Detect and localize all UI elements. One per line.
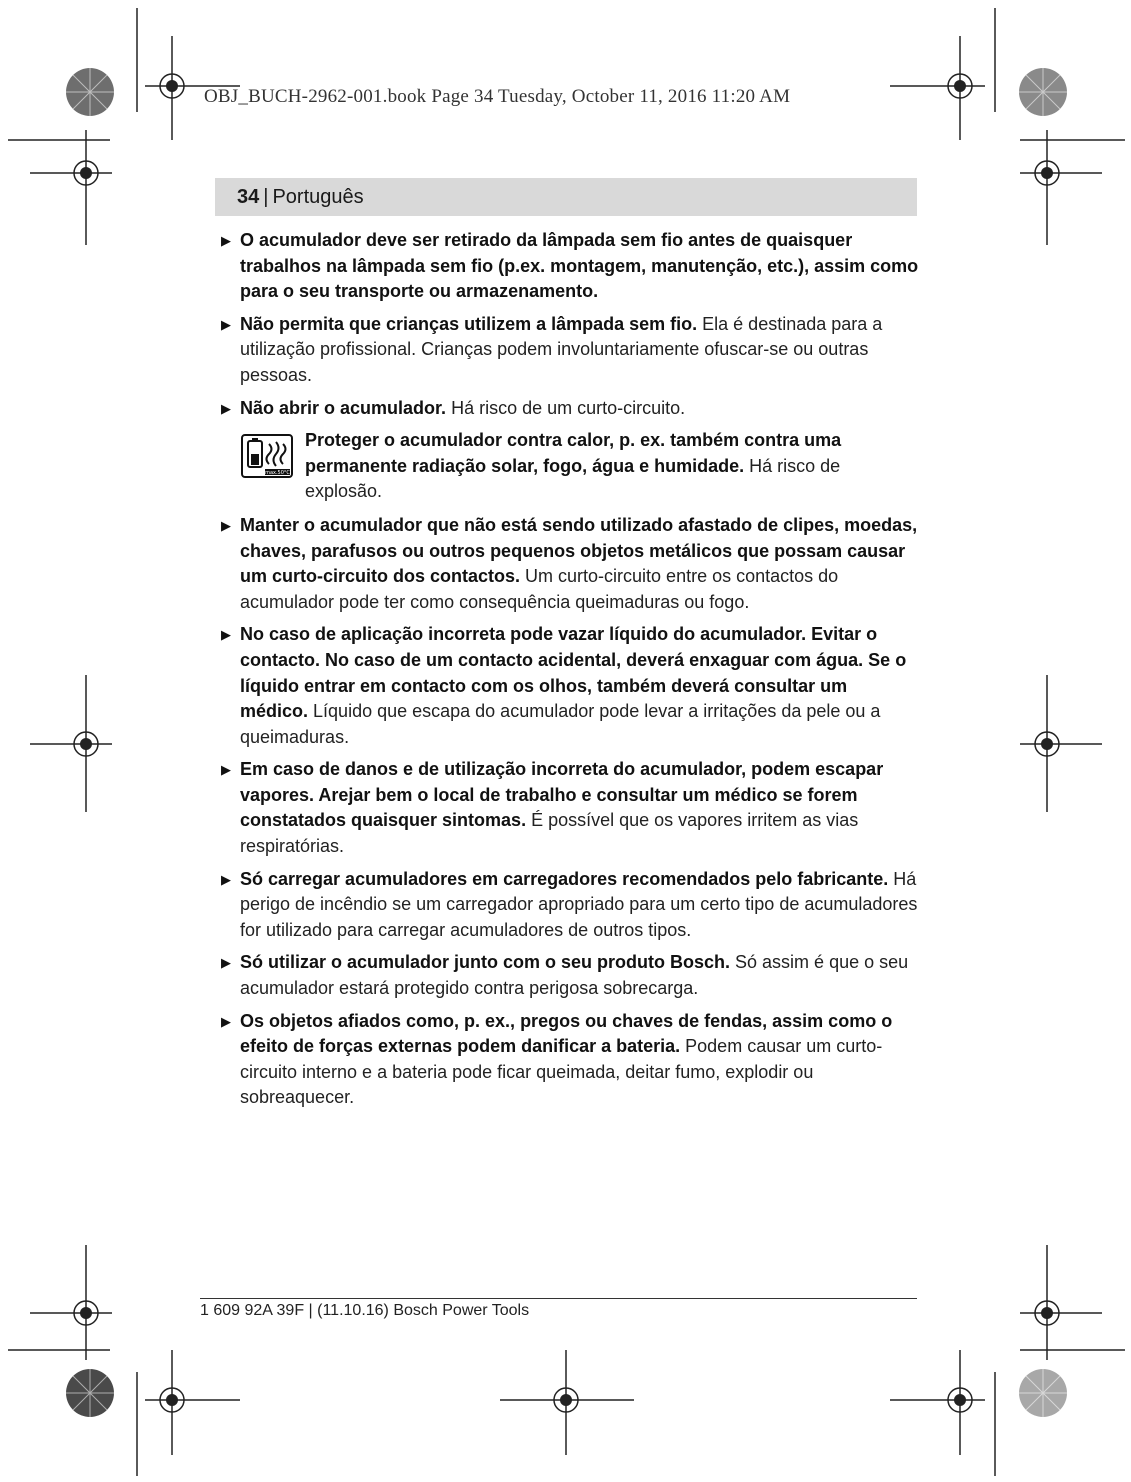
instruction-bold: Proteger o acumulador contra calor, p. ex. também contra uma permanente radiação solar, fogo, água e humidade. xyxy=(305,430,842,476)
page-header-separator: | xyxy=(263,185,269,208)
bullet-arrow-icon: ▶ xyxy=(221,1013,231,1029)
instruction-text: Há perigo de incêndio se um carregador apropriado para um certo tipo de acumuladores for utilizado para carregar acumuladores de outros tipos. xyxy=(240,868,918,940)
instruction-bold: Não permita que crianças utilizem a lâmpada sem fio. xyxy=(240,313,698,334)
instruction-bold: Os objetos afiados como, p. ex., pregos ou chaves de fendas, assim como o efeito de forças externas podem danificar a bateria. xyxy=(240,1010,893,1057)
instruction-text: É possível que os vapores irritem as vias respiratórias. xyxy=(240,810,859,857)
instruction-item-with-icon xyxy=(221,428,919,505)
print-job-header: OBJ_BUCH-2962-001.book Page 34 Tuesday, October 11, 2016 11:20 AM xyxy=(204,86,791,107)
instruction-text: Líquido que escapa do acumulador pode levar a irritações da pele ou a queimaduras. xyxy=(240,701,881,747)
battery-heat-warning-icon xyxy=(241,434,293,478)
instruction-item xyxy=(221,396,919,422)
safety-instructions xyxy=(221,228,919,1118)
bullet-arrow-icon: ▶ xyxy=(221,316,231,332)
instruction-text: Ela é destinada para a utilização profissional. Crianças podem involuntariamente ofuscar-se ou outras pessoas. xyxy=(240,313,883,385)
instruction-bold: Não abrir o acumulador. xyxy=(240,397,447,418)
footer-rule xyxy=(200,1298,917,1299)
bullet-arrow-icon: ▶ xyxy=(221,517,231,533)
instruction-bold: Só carregar acumuladores em carregadores recomendados pelo fabricante. xyxy=(240,868,889,889)
instruction-text: Um curto-circuito entre os contactos do acumulador pode ter como consequência queimaduras ou fogo. xyxy=(240,566,839,612)
instruction-bold: Só utilizar o acumulador junto com o seu produto Bosch. xyxy=(240,952,731,973)
instruction-item xyxy=(221,757,919,859)
page-header-band xyxy=(215,178,917,216)
instruction-text: Há risco de um curto-circuito. xyxy=(446,397,686,418)
icon-caption: max.50°C xyxy=(265,470,290,477)
instruction-item xyxy=(221,513,919,615)
bullet-arrow-icon: ▶ xyxy=(221,400,231,416)
instruction-text: Há risco de explosão. xyxy=(305,455,841,502)
page-footer: 1 609 92A 39F | (11.10.16) Bosch Power Tools xyxy=(200,1302,530,1319)
instruction-item xyxy=(221,312,919,389)
instruction-item xyxy=(221,867,919,944)
instruction-bold: O acumulador deve ser retirado da lâmpada sem fio antes de quaisquer trabalhos na lâmpada sem fio (p.ex. montagem, manutenção, etc.), assim como para o seu transporte ou armazenamento. xyxy=(240,230,919,302)
bullet-arrow-icon: ▶ xyxy=(221,233,231,248)
instruction-item xyxy=(221,950,919,1001)
page-language: Português xyxy=(272,185,364,208)
bullet-arrow-icon: ▶ xyxy=(221,627,231,643)
instruction-text: Só assim é que o seu acumulador estará protegido contra perigosa sobrecarga. xyxy=(240,952,909,999)
bullet-arrow-icon: ▶ xyxy=(221,871,231,887)
instruction-text: Podem causar um curto-circuito interno e a bateria pode ficar queimada, deitar fumo, explodir ou sobreaquecer. xyxy=(240,1036,883,1108)
instruction-bold: Manter o acumulador que não está sendo utilizado afastado de clipes, moedas, chaves, parafusos ou outros pequenos objetos metálicos que possam causar um curto-circuito dos contactos. xyxy=(240,514,918,587)
instruction-bold: No caso de aplicação incorreta pode vazar líquido do acumulador. Evitar o contacto. No caso de um contacto acidental, deverá enxaguar com água. Se o líquido entrar em contacto com os olhos, também deverá consultar um médico. xyxy=(240,624,907,722)
instruction-bold: Em caso de danos e de utilização incorreta do acumulador, podem escapar vapores. Arejar bem o local de trabalho e consultar um médico se forem constatados quaisquer sintomas. xyxy=(240,759,884,831)
bullet-arrow-icon: ▶ xyxy=(221,762,231,778)
instruction-item xyxy=(221,622,919,750)
bullet-arrow-icon: ▶ xyxy=(221,955,231,971)
instruction-item xyxy=(221,228,919,305)
page-number: 34 xyxy=(237,185,260,208)
instruction-item xyxy=(221,1009,919,1111)
